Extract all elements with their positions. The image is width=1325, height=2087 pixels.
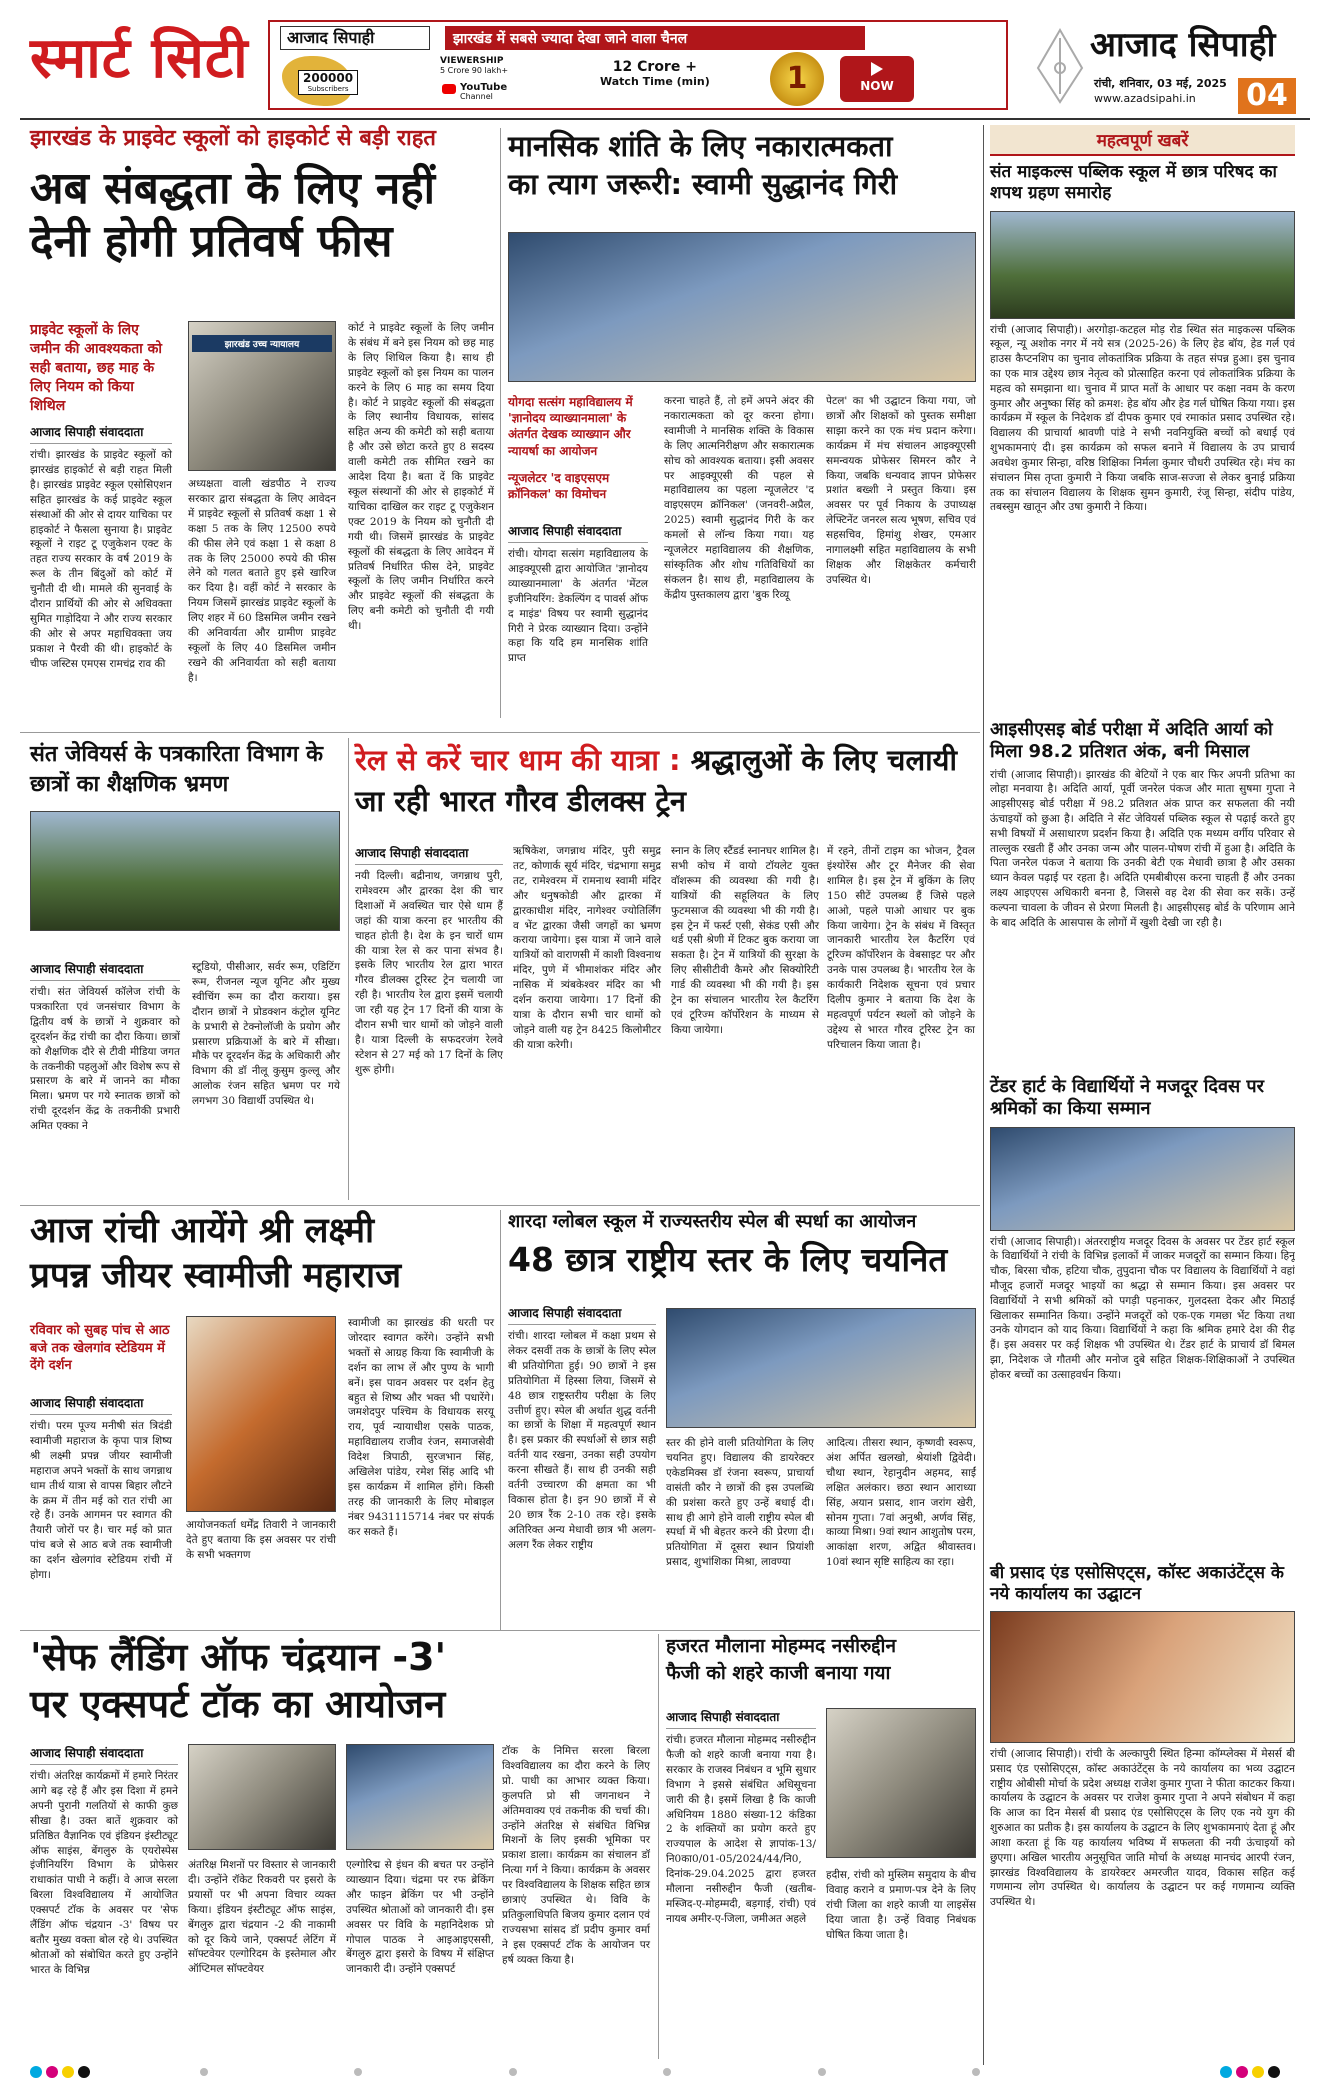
sharda-headline: 48 छात्र राष्ट्रीय स्तर के लिए चयनित: [508, 1240, 948, 1280]
xaviers-photo: [30, 811, 340, 931]
news4-photo: [990, 1611, 1295, 1743]
xaviers-col1: [30, 960, 180, 1134]
chandrayaan-col3-text: एल्गोरिद्म से इंधन की बचत पर उन्होंने व्याख्यान दिया। चंद्रमा पर रफ ब्रेकिंग और फाइन ब्रेकिंग पर भी उन्होंने उपस्थित श्रोताओं को जानकारी दी। इस अवसर पर विवि के महानिदेशक प्रो गोपाल पाठक ने आइआइएससी, बेंगलुरु द्वारा इसरो के विषय में संक्षिप्त जानकारी दी। उन्होंने एक्सपर्ट: [346, 1859, 494, 1976]
now-label: NOW: [860, 79, 894, 93]
xaviers-col1-text: रांची। संत जेवियर्स कॉलेज रांची के पत्रकारिता एवं जनसंचार विभाग के द्वितीय वर्ष के छात्रों ने शुक्रवार को दूरदर्शन केंद्र रांची का दौरा किया। छात्रों को शैक्षणिक दौरे से टीवी मीडिया जगत के तकनीकी पहलुओं और विशेष रूप से प्रसारण के बारे में जानने का मौका मिला। भ्रमण पर गये स्नातक छात्रों को रांची दूरदर्शन केंद्र के तकनीकी प्रभारी अमित एक्का ने: [30, 986, 180, 1133]
chandrayaan-col1-text: रांची। अंतरिक्ष कार्यक्रमों में हमारे निरंतर आगे बढ़ रहे हैं और इस दिशा में हमने अपनी पुरानी गलतियों से काफी कुछ सीखा है। उक्त बातें शुक्रवार को प्रतिष्ठित वैज्ञानिक एवं इंडियन इंस्टीट्यूट ऑफ साइंस, बेंगलुरु के एयरोस्पेस इंजीनियरिंग विभाग के प्रोफेसर राधाकांत पाधी ने कहीं। वे आज सरला बिरला विश्वविद्यालय में आयोजित एक्सपर्ट टॉक के अवसर पर 'सेफ लैंडिंग ऑफ चंद्रयान -3' विषय पर बतौर मुख्य वक्ता बोल रहे थे। उपस्थित श्रोताओं को संबोधित करते हुए उन्होंने भारत के विभिन्न: [30, 1770, 178, 1976]
qazi-col2-text: हदीस, रांची को मुस्लिम समुदाय के बीच विवाह कराने व प्रमाण-पत्र देने के लिए रांची जिला का शहरे काजी या लाइसेंस दिया जाता है। उन्हें विवाह निबंधक घोषित किया जाता है।: [826, 1869, 976, 1941]
reg-dot: [1268, 2066, 1280, 2078]
divider-center-right: [983, 125, 984, 2065]
qazi-headline-2: फैजी को शहरे काजी बनाया गया: [666, 1662, 891, 1685]
chandrayaan-col4-text: टॉक के निमित्त सरला बिरला विश्वविद्यालय का दौरा करने के लिए प्रो. पाधी का आभार व्यक्त किया। कुलपति प्रो सी जगनाथन ने अंतिमवाक्य एवं तकनीक की चर्चा की। उन्होंने अंतरिक्ष से संबंधित विभिन्न मिशनों के लिए इसकी भूमिका पर प्रकाश डाला। कार्यक्रम का संचालन डॉ नित्या गर्ग ने किया। कार्यक्रम के अवसर पर विश्वविद्यालय के शिक्षक सहित छात्र छात्राएं उपस्थित थे। विवि के प्रतिकुलाधिपति बिजय कुमार दलान एवं राज्यसभा सांसद डॉ प्रदीप कुमार वर्मा ने इस एक्सपर्ट टॉक के आयोजन पर हर्ष व्यक्त किया है।: [502, 1745, 650, 1966]
registration-marks-left: [30, 2066, 90, 2078]
lead-byline: आजाद सिपाही संवाददाता: [30, 423, 172, 444]
pen-nib-icon: [1030, 28, 1090, 104]
lakshmi-story: [30, 1212, 495, 1632]
reg-tick: [818, 2068, 826, 2076]
now-badge: [840, 56, 914, 102]
lakshmi-headline-2: प्रपन्न जीयर स्वामीजी महाराज: [30, 1256, 402, 1297]
sharda-col3-text: आदित्य। तीसरा स्थान, कृष्णवी स्वरूप, अंश अर्पित खलखो, श्रेयांशी द्विवेदी। चौथा स्थान, रेहानुदीन अहमद, साईं लक्षित अलंकार। छठा स्थान आराध्या सिंह, अयान प्रसाद, शान जरांग खेरी, सोनम गुप्ता। 7वां अनुश्री, अर्णव सिंह, काव्या मिश्रा। 9वां स्थान आशुतोष परम, आकांक्षा शरण, अद्वित श्रीवास्तव। 10वां स्थान सृष्टि साहित्य का रहा।: [826, 1437, 976, 1569]
youtube-label-block: [460, 82, 507, 101]
viewership-block: [440, 56, 508, 75]
train-col3-text: स्नान के लिए स्टैंडर्ड स्नानघर शामिल है। सभी कोच में वायो टॉयलेट युक्त वॉशरूम की व्यवस्था की गयी है। यात्रियों की सहूलियत के लिए फुटमसाज की व्यवस्था भी की गयी है। इस ट्रेन में फर्स्ट एसी, सेकंड एसी और थर्ड एसी श्रेणी में टिकट बुक कराया जा सकता है। ट्रेन में यात्रियों की सुरक्षा के लिए सीसीटीवी कैमरे और सिक्योरिटी गार्ड की व्यवस्था भी की गयी है। इस ट्रेन का संचालन भारतीय रेल कैटरिंग एवं टूरिज्म कॉर्पोरेशन के माध्यम से किया जायेगा।: [671, 845, 819, 1036]
important-news-header: महत्वपूर्ण खबरें: [990, 125, 1295, 156]
chandrayaan-photo-1: [188, 1744, 336, 1850]
reg-dot: [1252, 2066, 1264, 2078]
qazi-story: [666, 1636, 976, 2056]
qazi-headline-1: हजरत मौलाना मोहम्मद नसीरुद्दीन: [666, 1635, 897, 1657]
divider-row3: [20, 1205, 980, 1206]
reg-dot: [62, 2066, 74, 2078]
train-col1-text: नयी दिल्ली। बद्रीनाथ, जगन्नाथ पुरी, रामेश्वरम और द्वारका देश की चार दिशाओं में अवस्थित चार ऐसे धाम हैं जहां की यात्रा करना हर भारतीय की चाहत होती है। देश के इन चारों धाम की यात्रा रेल से कर पाना संभव है। इसके लिए भारतीय रेल द्वारा भारत गौरव डीलक्स टूरिस्ट ट्रेन चलायी जा रही है। भारतीय रेल द्वारा इसमें चलायी जा रही यह ट्रेन 17 दिनों की यात्रा के दौरान सभी चार धामों को जोड़ने वाली है। यात्रा दिल्ली के सफदरजंग रेलवे स्टेशन से 27 मई को 17 दिनों के लिए शुरू होगी।: [355, 870, 503, 1076]
chandrayaan-photo-2: [346, 1744, 494, 1850]
viewership-label: VIEWERSHIP: [440, 56, 504, 66]
youtube-sub: Channel: [460, 92, 493, 102]
watch-time-label: Watch Time (min): [600, 74, 710, 88]
news1-headline: संत माइकल्स पब्लिक स्कूल में छात्र परिषद का शपथ ग्रहण समारोह: [990, 162, 1277, 204]
chandrayaan-byline: आजाद सिपाही संवाददाता: [30, 1744, 178, 1765]
chandrayaan-story: [30, 1636, 650, 2056]
news2-text: रांची (आजाद सिपाही)। झारखंड की बेटियों ने एक बार फिर अपनी प्रतिभा का लोहा मनवाया है। अदिति आर्या, पूर्वी जनरेल पंकज और माता सुषमा गुप्ता ने आइसीएसइ बोर्ड परीक्षा में 98.2 प्रतिशत अंक प्राप्त कर सफलता की नयी ऊंचाइयों को छुआ है। अदिति ने सेंट जेवियर्स पब्लिक स्कूल से पढ़ाई करते हुए सभी विषयों में असाधारण प्रदर्शन किया है। अदिति एक मध्यम वर्गीय परिवार से ताल्लुक रखती हैं और उनका जन्म और पालन-पोषण रांची में हुआ है। अदिति के पिता जनरेल पंकज ने बताया कि उनकी बेटी एक मेधावी छात्रा है और उसका ध्यान केवल पढ़ाई पर रहता है। अदिति एमबीबीएस करना चाहती हैं और उनका लक्ष्य आइएएस अधिकारी बनना है, जिससे वह देश की सेवा कर सकें। उन्हें कल्पना चावला के जीवन से प्रेरणा मिलती है। आइसीएसइ बोर्ड के परिणाम आने के बाद अदिति के आसपास के लोगों में खुशी देखी जा रही है।: [990, 768, 1295, 929]
important-news: [990, 125, 1295, 2065]
divider-lead-shanti: [500, 128, 501, 718]
subscriber-badge: [298, 70, 358, 95]
train-col4-text: में रहने, तीनों टाइम का भोजन, ट्रैवल इंश्योरेंस और टूर मैनेजर की सेवा शामिल है। इस ट्रेन में बुकिंग के लिए 150 सीटें उपलब्ध हैं जिसे पहले आओ, पहले पाओ आधार पर बुक किया जायेगा। ट्रेन के संबंध में विस्तृत जानकारी भारतीय रेल कैटरिंग एवं टूरिज्म कॉर्पोरेशन के वेबसाइट पर और उनके पास उपलब्ध है। भारतीय रेल के कार्यकारी निदेशक सूचना एवं प्रचार दिलीप कुमार ने बताया कि देश के महत्वपूर्ण पर्यटन स्थलों को जोड़ने के उद्देश्य से भारत गौरव टूरिस्ट ट्रेन का परिचालन किया जाता है।: [827, 845, 975, 1051]
sharda-kicker: शारदा ग्लोबल स्कूल में राज्यस्तरीय स्पेल बी स्पर्धा का आयोजन: [508, 1211, 917, 1232]
reg-dot: [1236, 2066, 1248, 2078]
shanti-story: [508, 130, 976, 730]
registration-marks-right: [1220, 2066, 1280, 2078]
news2-headline: आइसीएसइ बोर्ड परीक्षा में अदिति आर्या को मिला 98.2 प्रतिशत अंक, बनी मिसाल: [990, 718, 1273, 762]
train-headline: [355, 740, 975, 821]
divider-row4: [20, 1630, 980, 1631]
news3-text: रांची (आजाद सिपाही)। अंतरराष्ट्रीय मजदूर दिवस के अवसर पर टेंडर हार्ट स्कूल के विद्यार्थियों ने रांची के विभिन्न इलाकों में जाकर मजदूरों का सम्मान किया। हिनू चौक, बिरसा चौक, हटिया चौक, तुपुदाना चौक पर विद्यालय के विद्यार्थियों ने वहां मौजूद हजारों मजदूर भाइयों का श्रद्धा से सम्मान किया। इस अवसर पर विद्यार्थियों ने सभी श्रमिकों को पगड़ी पहनाकर, गुलदस्ता देकर और मिठाई खिलाकर सम्मानित किया। उन्होंने मजदूरों को एक-एक गमछा भेंट किया तथा उनके योगदान को याद किया। विद्यार्थियों ने कहा कि श्रमिक हमारे देश की रीढ़ हैं। इस अवसर पर कई शिक्षक भी उपस्थित थे। टेंडर हार्ट के प्राचार्य डॉ बिमल झा, निदेशक जे गौतमी और मनोज दुबे सहित शिक्षक-शिक्षिकाओं ने उपस्थित होकर बच्चों का उत्साहवर्धन किया।: [990, 1235, 1295, 1381]
news3-headline: टेंडर हार्ट के विद्यार्थियों ने मजदूर दिवस पर श्रमिकों का किया सम्मान: [990, 1075, 1264, 1119]
chandrayaan-headline-1: 'सेफ लैंडिंग ऑफ चंद्रयान -3': [30, 1635, 447, 1679]
reg-tick: [509, 2068, 517, 2076]
youtube-play-icon: [871, 62, 883, 76]
paper-name: आजाद सिपाही: [1090, 25, 1276, 65]
chandrayaan-headline-2: पर एक्सपर्ट टॉक का आयोजन: [30, 1681, 446, 1726]
chandrayaan-col1: [30, 1744, 178, 1978]
youtube-icon: [442, 84, 456, 94]
ad-brand: आजाद सिपाही: [287, 28, 375, 47]
news1-photo: [990, 211, 1295, 319]
masthead: [0, 0, 1325, 118]
reg-dot: [78, 2066, 90, 2078]
rank-number: 1: [786, 61, 808, 96]
reg-dot: [1220, 2066, 1232, 2078]
section-title: स्मार्ट सिटी: [30, 26, 249, 91]
news4-headline: बी प्रसाद एंड एसोसिएट्स, कॉस्ट अकाउंटेंट्स के नये कार्यालय का उद्घाटन: [990, 1562, 1284, 1604]
youtube-label: YouTube: [460, 82, 508, 93]
qazi-byline: आजाद सिपाही संवाददाता: [666, 1708, 816, 1729]
sharda-col2-text: स्तर की होने वाली प्रतियोगिता के लिए चयनित हुए। विद्यालय की डायरेक्टर एकेडमिक्स डॉ रंजना स्वरूप, प्राचार्या वासंती कौर ने छात्रों की इस उपलब्धि की प्रशंसा करते हुए उन्हें बधाई दी। साथ ही आगे होने वाली राष्ट्रीय स्पेल बी स्पर्धा में भी बेहतर करने की प्रेरणा दी। प्रतियोगिता में दूसरा स्थान प्रियांशी प्रसाद, शुभांशिका मिश्रा, लावण्या: [666, 1437, 814, 1569]
shanti-headline-2: का त्याग जरूरी: स्वामी सुद्धानंद गिरी: [508, 167, 898, 202]
shanti-byline: आजाद सिपाही संवाददाता: [508, 522, 648, 543]
divider-row2: [20, 732, 980, 733]
lead-headline-1: अब संबद्धता के लिए नहीं: [30, 162, 436, 214]
news1-text: रांची (आजाद सिपाही)। अरगोड़ा-कटहल मोड़ रोड स्थित संत माइकल्स पब्लिक स्कूल, न्यू अशोक नगर में नये सत्र (2025-26) के लिए हेड बॉय, हेड गर्ल एवं हाउस कैप्टनशिप का चुनाव लोकतांत्रिक प्रक्रिया के तहत संपन्न हुआ। इस चुनाव का एक मात्र उद्देश्य छात्र नेतृत्व को प्रोत्साहित करना एवं लोकतांत्रिक प्रक्रिया के महत्व को समझाना था। चुनाव में प्राप्त मतों के आधार पर कक्षा नवम के करण कुमार और अनुष्का सिंह को क्रमश: हेड बॉय और हेड गर्ल घोषित किया गया। इस कार्यक्रम में स्कूल के निदेशक डॉ दीपक कुमार एवं रमाकांत प्रसाद उपस्थित रहे। विद्यालय की प्राचार्या श्रावणी पांडे ने सभी नवनियुक्ति बच्चों को बधाई एवं शुभकामनाएं दी। इस कार्यक्रम को सफल बनाने में विद्यालय के उप प्राचार्य अवधेश कुमार सिन्हा, वरिष्ठ शिक्षिका निर्मला कुमार चौधरी उपस्थित रहे। मंच का संचालन मिस तृप्ता कुमारी ने किया जबकि साज-सज्जा से लेकर बुनाई प्रक्रिया तक का संचालन विद्यालय के शिक्षक सुमन कुमारी, रंजू सिन्हा, संदीप पांडेय, तबस्सुम खातून और उषा कुमारी ने किया।: [990, 323, 1295, 514]
sharda-story: [508, 1212, 976, 1632]
lead-col3-text: कोर्ट ने प्राइवेट स्कूलों के लिए जमीन के संबंध में बने इस नियम को छह माह के लिए शिथिल किया है। साथ ही प्राइवेट स्कूलों को इस नियम का पालन करने के लिए 6 माह का समय दिया है। कोर्ट ने प्राइवेट स्कूलों की संबद्धता के लिए स्थानीय विधायक, सांसद सहित अन्य की कमेटी को सही बताया है और उसे छोटा करते हुए 8 सदस्य वाली कमेटी तक सीमित रखने का आदेश दिया है। बता दें कि प्राइवेट स्कूल संस्थानों की ओर से हाइकोर्ट में याचिका दाखिल कर राइट टू एजुकेशन एक्ट 2019 के नियम को चुनौती दी गयी थी। जिसमें झारखंड के प्राइवेट स्कूलों की संबद्धता के लिए आवेदन में प्रतिवर्ष निर्धारित फीस देने, प्राइवेट स्कूलों के लिए जमीन निर्धारित करने और प्राइवेट स्कूलों की संबद्धता के लिए बनी कमेटी को चुनौती दी गयी थी।: [348, 322, 494, 633]
reg-tick: [663, 2068, 671, 2076]
channel-ad-banner[interactable]: [268, 20, 1008, 110]
news4-text: रांची (आजाद सिपाही)। रांची के अल्कापुरी स्थित हिन्मा कॉम्प्लेक्स में मेसर्स बी प्रसाद एंड एसोसिएट्स, कॉस्ट अकाउंटेंट्स के नये कार्यालय का भव्य उद्घाटन राष्ट्रीय ओबीसी मोर्चा के प्रदेश अध्यक्ष राजेश कुमार गुप्ता ने फीता काटकर किया। कार्यालय के उद्घाटन के अवसर पर राजेश कुमार गुप्ता ने अपने संबोधन में कहा कि आज का दिन मेसर्स बी प्रसाद एंड एसोसिएट्स के लिए एक नये युग की शुरुआत का प्रतीक है। इस कार्यालय के उद्घाटन के लिए शुभकामनाएं देता हूं और आशा करता हूं कि यह कार्यालय भविष्य में सफलता की नयी ऊंचाइयों को छुएगा। अखिल भारतीय अनुसूचित जाति मोर्चा के अध्यक्ष मानचंद आरपी रंजन, झारखंड विश्वविद्यालय के डायरेक्टर अमरजीत यादव, विकास सहित कई गणमान्य लोग उपस्थित थे। कार्यालय के उद्घाटन पर कई गणमान्य व्यक्ति उपस्थित थे।: [990, 1748, 1295, 1909]
court-sign: झारखंड उच्च न्यायालय: [192, 335, 332, 352]
website[interactable]: www.azadsipahi.in: [1094, 92, 1196, 105]
train-byline: आजाद सिपाही संवाददाता: [355, 844, 503, 865]
train-col1: [355, 844, 503, 1078]
reg-dot: [30, 2066, 42, 2078]
rank-badge: [770, 52, 824, 106]
lead-photo: [188, 321, 336, 471]
sharda-byline: आजाद सिपाही संवाददाता: [508, 1304, 656, 1325]
shanti-col2-text: करना चाहते हैं, तो हमें अपने अंदर की नकारात्मकता को दूर करना होगा। स्वामीजी ने मानसिक शक्ति के विकास के लिए आत्मनिरीक्षण और सकारात्मक सोच को आवश्यक बताया। इसी अवसर पर आइक्यूएसी की पहल से महाविद्यालय का पहला न्यूजलेटर 'द वाइएसएम क्रॉनिकल' (जनवरी-अप्रैल, 2025) स्वामी सुद्धानंद गिरी के कर कमलों से लॉन्च किया गया। यह न्यूजलेटर महाविद्यालय की शैक्षणिक, सांस्कृतिक और शोध गतिविधियों का संकलन है। साथ ही, महाविद्यालय के केंद्रीय पुस्तकालय द्वारा 'बुक रिव्यू: [664, 395, 814, 601]
shanti-caption-2: न्यूजलेटर 'द वाइएसएम क्रॉनिकल' का विमोचन: [508, 471, 610, 502]
registration-marks-mid: [200, 2068, 980, 2076]
train-col2-text: ऋषिकेश, जगन्नाथ मंदिर, पुरी समुद्र तट, कोणार्क सूर्य मंदिर, चंद्रभागा समुद्र तट, रामेश्वरम में रामनाथ स्वामी मंदिर और धनुषकोडी और द्वारका में द्वारकाधीश मंदिर, नागेश्वर ज्योतिर्लिंग व भेंट द्वारका जैसी जगहों का भ्रमण कराया जायेगा। इस यात्रा में जाने वाले यात्रियों को वाराणसी में काशी विश्वनाथ मंदिर, पुणे में भीमाशंकर मंदिर और नासिक में त्र्यंबकेश्वर मंदिर का भी दर्शन कराया जायेगा। 17 दिनों की यात्रा के दौरान सभी चार धामों को जोड़ने वाली यह ट्रेन 8425 किलोमीटर की यात्रा करेगी।: [513, 845, 661, 1051]
qazi-col1-text: रांची। हजरत मौलाना मोहम्मद नसीरुद्दीन फैजी को शहरे काजी बनाया गया है। सरकार के राजस्व निबंधन व भूमि सुधार विभाग ने इससे संबंधित अधिसूचना जारी की है। इसमें लिखा है कि काजी अधिनियम 1880 संख्या-12 कंडिका 2 के शक्तियों का प्रयोग करते हुए राज्यपाल के आदेश से ज्ञापांक-13/नि0का0/01-05/2024/44/नि0, दिनांक-29.04.2025 द्वारा हजरत मौलाना नसीरुद्दीन फैजी (खतीब-मस्जिद-ए-मोहम्मदी, बड़गाई, रांची) एवं नायब अमीर-ए-जिला, जमीअत अहले: [666, 1734, 816, 1925]
lead-col1-text: रांची। झारखंड के प्राइवेट स्कूलों को झारखंड हाइकोर्ट से बड़ी राहत मिली है। झारखंड प्राइवेट स्कूल एसोसिएशन सहित झारखंड के कई प्राइवेट स्कूल संस्थाओं की ओर से दायर याचिका पर हाइकोर्ट ने फैसला सुनाया है। प्राइवेट स्कूलों ने राइट टू एजुकेशन एक्ट के तहत राज्य सरकार के वर्ष 2019 के रूल के तीन बिंदुओं को कोर्ट में चुनौती दी थी। मामले की सुनवाई के दौरान प्रार्थियों की ओर से अधिवक्ता सुमित गाड़ोदिया ने और राज्य सरकार की ओर से अपर महाधिवक्ता जय प्रकाश ने पैरवी की थी। हाइकोर्ट के चीफ जस्टिस एमएस रामचंद्र राव की: [30, 449, 172, 670]
masthead-divider: [20, 118, 1310, 120]
qazi-photo: [826, 1708, 976, 1858]
chandrayaan-col2-text: अंतरिक्ष मिशनों पर विस्तार से जानकारी दी। उन्होंने रॉकेट रिकवरी पर इसरो के प्रयासों पर भी अपना विचार व्यक्त किया। इंडियन इंस्टीट्यूट ऑफ साइंस, बेंगलुरु द्वारा चंद्रयान -2 की नाकामी को दूर किये जाने, एक्सपर्ट लेटिंग में सॉफ्टवेयर एल्गोरिदम के इस्तेमाल और ऑप्टिमल सॉफ्टवेयर: [188, 1859, 336, 1976]
shanti-headline-1: मानसिक शांति के लिए नकारात्मकता: [508, 129, 893, 163]
lakshmi-photo: [186, 1316, 336, 1512]
xaviers-byline: आजाद सिपाही संवाददाता: [30, 960, 180, 981]
train-story: [355, 740, 975, 1205]
lakshmi-col1: [30, 1394, 172, 1583]
ad-tagline: झारखंड में सबसे ज्यादा देखा जाने वाला चैनल: [445, 26, 865, 50]
lead-kicker: झारखंड के प्राइवेट स्कूलों को हाइकोर्ट से बड़ी राहत: [30, 126, 436, 151]
qazi-col1: [666, 1708, 816, 1927]
train-headline-red: रेल से करें चार धाम की यात्रा :: [355, 743, 681, 777]
reg-tick: [200, 2068, 208, 2076]
subscriber-label: Subscribers: [307, 85, 349, 94]
shanti-col1-text: रांची। योगदा सत्संग महाविद्यालय के आइक्यूएसी द्वारा आयोजित 'ज्ञानोदय व्याख्यानमाला' के अंतर्गत 'मेंटल इजीनियरिंग: डेकल्पिंग द पावर्स ऑफ द माइंड' विषय पर स्वामी सुद्धानंद गिरी ने प्रेरक व्याख्यान दिया। उन्होंने कहा कि यदि हम मानसिक शांति प्राप्त: [508, 548, 648, 665]
reg-tick: [354, 2068, 362, 2076]
lakshmi-subhead: रविवार को सुबह पांच से आठ बजे तक खेलगांव स्टेडियम में देंगे दर्शन: [30, 1323, 170, 1374]
watch-time-block: [600, 60, 710, 88]
watch-time-value: 12 Crore +: [612, 59, 697, 75]
lead-col2-text: अध्यक्षता वाली खंडपीठ ने राज्य सरकार द्वारा संबद्धता के लिए आवेदन में प्राइवेट स्कूलों से प्रतिवर्ष कक्षा 1 से कक्षा 5 तक के लिए 12500 रुपये की फीस लेने एवं कक्षा 1 से कक्षा 8 तक के लिए 25000 रुपये की फीस लेने को गलत बताते हुए इसे खारिज कर दिया है। वहीं कोर्ट ने सरकार के नियम जिसमें झारखंड प्राइवेट स्कूलों के लिए शहर में 60 डिसमिल जमीन रखने की अनिवार्यता और ग्रामीण प्राइवेट स्कूलों के लिए 40 डिसमिल जमीन रखने की अनिवार्यता को सही बताया है।: [188, 478, 336, 684]
divider-chandrayaan-qazi: [658, 1634, 659, 2059]
shanti-caption-1: योगदा सत्संग महाविद्यालय में 'ज्ञानोदय व्याख्यानमाला' के अंतर्गत देखक व्याख्यान और न्यायर्षा का आयोजन: [508, 395, 633, 458]
sharda-photo: [666, 1308, 976, 1428]
lead-story: [30, 125, 495, 725]
shanti-col3-text: पेटल' का भी उद्घाटन किया गया, जो छात्रों और शिक्षकों को पुस्तक समीक्षा साझा करने का एक मंच प्रदान करेगा। कार्यक्रम में मंच संचालन आइक्यूएसी समन्वयक प्रोफेसर सिमरन कौर ने किया, जबकि धन्यवाद ज्ञापन प्रोफेसर प्रशांत बख्शी ने प्रस्तुत किया। इस अवसर पर पूर्व निकाय के उपाध्यक्ष लेफ्टिनेंट जनरल सत्य भूषण, सचिव एवं सहसचिव, हिमांशु शेखर, एमआर नागालक्ष्मी सहित महाविद्यालय के सभी शिक्षक और शिक्षकेतर कर्मचारी उपस्थित थे।: [826, 395, 976, 586]
reg-tick: [972, 2068, 980, 2076]
shanti-photo: [508, 232, 976, 382]
lakshmi-headline-1: आज रांची आयेंगे श्री लक्ष्मी: [30, 1211, 375, 1251]
divider-lakshmi-sharda: [500, 1210, 501, 1630]
divider-xaviers-train: [348, 738, 349, 1200]
page-number: 04: [1238, 78, 1296, 114]
train-headline-black: श्रद्धालुओं के लिए चलायी जा रही भारत गौरव डीलक्स ट्रेन: [355, 743, 957, 818]
xaviers-col2-text: स्टूडियो, पीसीआर, सर्वर रूम, एडिटिंग रूम, रीजनल न्यूज यूनिट और मुख्य स्वीचिंग रूम का दौरा कराया। इस दौरान छात्रों ने प्रोडक्शन कंट्रोल यूनिट के प्रभारी से टेक्नोलॉजी के प्रयोग और प्रसारण प्रक्रियाओं के बारे में सीखा। मौके पर दूरदर्शन केंद्र के अधिकारी और विभाग की डॉ नीलू कुसुम कुल्लू और आलोक रंजन सहित भ्रमण पर गये लगभग 30 विद्यार्थी उपस्थित थे।: [192, 961, 340, 1108]
sharda-col1-text: रांची। शारदा ग्लोबल में कक्षा प्रथम से लेकर दसवीं तक के छात्रों के लिए स्पेल बी प्रतियोगिता हुई। 90 छात्रों ने इस प्रतियोगिता में हिस्सा लिया, जिसमें से 48 छात्र राष्ट्रस्तरीय परीक्षा के लिए उत्तीर्ण हुए। स्पेल बी अर्थात शुद्ध वर्तनी का छात्रों के शिक्षा में महत्वपूर्ण स्थान है। इस प्रकार की स्पर्धाओं से छात्र सही वर्तनी याद रखना, उनका सही उपयोग करना सीखते हैं। साथ ही उनकी सही वर्तनी उच्चारण की क्षमता का भी विकास होता है। इन 90 छात्रों में से 20 छात्र रैंक 2-10 तक रहे। इसके अतिरिक्त अन्य मेधावी छात्र भी अलग-अलग रैंक लेकर राष्ट्रीय: [508, 1330, 656, 1551]
xaviers-headline: संत जेवियर्स के पत्रकारिता विभाग के छात्रों का शैक्षणिक भ्रमण: [30, 742, 324, 797]
shanti-col1: [508, 522, 648, 666]
lakshmi-caption-text: आयोजनकर्ता धर्मेंद्र तिवारी ने जानकारी देते हुए बताया कि इस अवसर पर रांची के सभी भक्तगण: [186, 1519, 336, 1561]
xaviers-story: [30, 740, 340, 1205]
lead-headline-2: देनी होगी प्रतिवर्ष फीस: [30, 215, 393, 267]
dateline: रांची, शनिवार, 03 मई, 2025: [1094, 77, 1227, 90]
viewership-value: 5 Crore 90 lakh+: [440, 66, 509, 76]
news3-photo: [990, 1127, 1295, 1231]
subscriber-count: 200000: [303, 71, 354, 85]
ad-brand-box: [280, 26, 430, 50]
lakshmi-col2-text: स्वामीजी का झारखंड की धरती पर जोरदार स्वागत करेंगे। उन्होंने सभी भक्तों से आग्रह किया कि स्वामीजी के दर्शन का लाभ लें और पुण्य के भागी बनें। इस पावन अवसर पर दर्शन हेतु बहुत से शिष्य और भक्त भी पधारेंगे। जमशेदपुर पश्चिम के विधायक सरयू राय, पूर्व न्यायाधीश एसके पाठक, महाविद्यालय राजीव रंजन, समाजसेवी विदेश त्रिपाठी, सुरजभान सिंह, अखिलेश पांडेय, रमेश सिंह आदि भी इस कार्यक्रम में शामिल होंगे। किसी तरह की जानकारी के लिए मोबाइल नंबर 9431115714 नंबर पर संपर्क कर सकते हैं।: [348, 1317, 494, 1538]
reg-dot: [46, 2066, 58, 2078]
lakshmi-byline: आजाद सिपाही संवाददाता: [30, 1394, 172, 1415]
lead-col1: [30, 423, 172, 672]
lakshmi-col1-text: रांची। परम पूज्य मनीषी संत त्रिदंडी स्वामीजी महाराज के कृपा पात्र शिष्य श्री लक्ष्मी प्रपन्न जीयर स्वामीजी महाराज अपने भक्तों के साथ जगन्नाथ धाम तीर्थ यात्रा से वापस बिहार लौटने के क्रम में तीन मई को रात रांची आ रहे हैं। उनके आगमन पर स्वागत की तैयारी जोरों पर है। चार मई को प्रात पांच बजे से आठ बजे तक स्वामीजी का दर्शन खेलगांव स्टेडियम रांची में होगा।: [30, 1420, 172, 1582]
lead-subhead: प्राइवेट स्कूलों के लिए जमीन की आवश्यकता को सही बताया, छह माह के लिए नियम को किया शिथिल: [30, 322, 163, 414]
sharda-col1: [508, 1304, 656, 1553]
